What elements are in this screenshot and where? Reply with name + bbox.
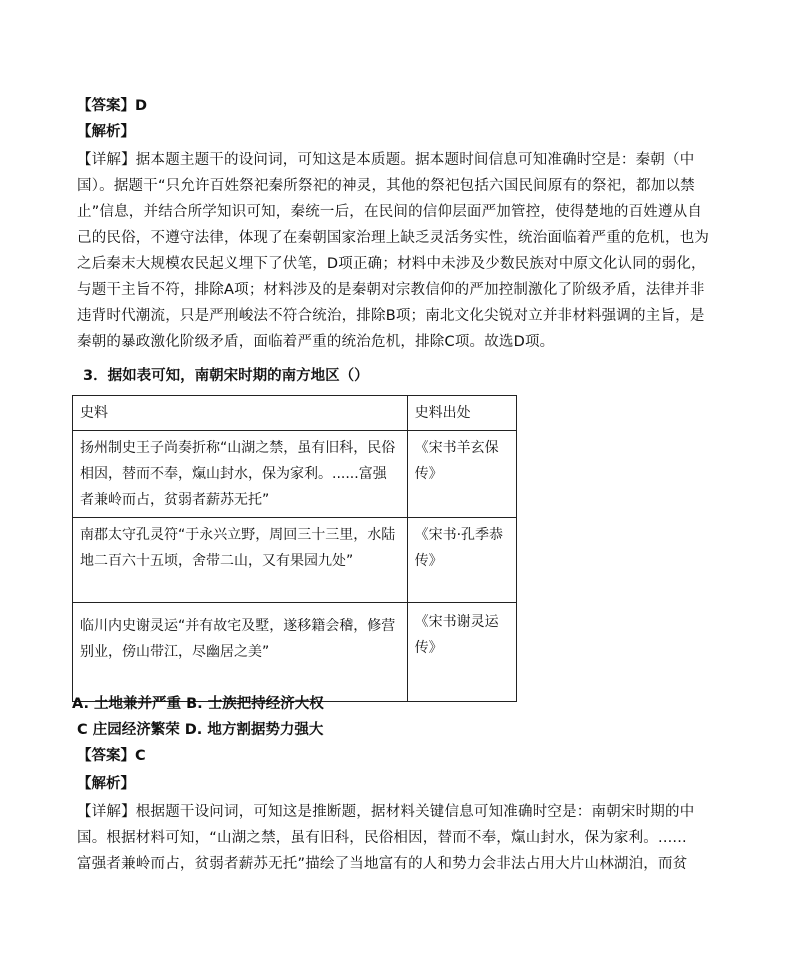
analysis-label-2: 【解析】 [77,776,135,792]
detail-1-line: 【详解】据本题主题干的设问词，可知这是本质题。据本题时间信息可知准确时空是：秦朝（中 [77,152,695,168]
detail-2-line: 【详解】根据题干设问词，可知这是推断题，据材料关键信息可知准确时空是：南朝宋时期的中 [77,804,695,820]
answer-1: 【答案】D [77,98,148,114]
detail-1-line: 止”信息，并结合所学知识可知，秦统一后，在民间的信仰层面严加管控，使得楚地的百姓遵从自 [77,204,703,220]
options-line-2: C 庄园经济繁荣 D. 地方割据势力强大 [77,722,324,738]
table-row [73,518,517,603]
source-text-cell: 南郡太守孔灵符“于永兴立野，周回三十三里，水陆地二百六十五顷，舍带二山，又有果园九处” [73,518,408,603]
detail-2-line: 富强者兼岭而占，贫弱者薪苏无托”描绘了当地富有的人和势力会非法占用大片山林湖泊，而贫 [77,856,688,872]
detail-1-line: 之后秦末大规模农民起义埋下了伏笔，D项正确；材料中未涉及少数民族对中原文化认同的弱化， [77,256,706,272]
header-source-text: 史料 [73,396,408,431]
source-table [72,395,517,702]
detail-1-line: 己的民俗，不遵守法律，体现了在秦朝国家治理上缺乏灵活务实性，统治面临着严重的危机，也为 [77,230,710,246]
answer-2: 【答案】C [77,748,146,764]
options-line-1: A. 土地兼并严重 B. 士族把持经济大权 [72,696,324,712]
table-row [73,431,517,518]
source-origin-cell: 《宋书羊玄保传》 [407,431,516,518]
source-origin-cell: 《宋书谢灵运传》 [407,603,516,702]
detail-1-line: 国）。据题干“只允许百姓祭祀秦所祭祀的神灵，其他的祭祀包括六国民间原有的祭祀，都加以禁 [77,178,695,194]
detail-1-line: 与题干主旨不符，排除A项；材料涉及的是秦朝对宗教信仰的严加控制激化了阶级矛盾，法律并非 [77,282,705,298]
table-row [73,603,517,702]
source-text-cell: 临川内史谢灵运“并有故宅及墅，遂移籍会稽，修营别业，傍山带江，尽幽居之美” [73,603,408,702]
detail-2-line: 国。根据材料可知，“山湖之禁，虽有旧科，民俗相因，替而不奉，熂山封水，保为家利。...... [77,830,687,846]
source-origin-cell: 《宋书·孔季恭传》 [407,518,516,603]
detail-1-line: 违背时代潮流，只是严刑峻法不符合统治，排除B项；南北文化尖锐对立并非材料强调的主旨，是 [77,308,705,324]
source-text-cell: 扬州制史王子尚奏折称“山湖之禁，虽有旧科，民俗相因，替而不奉，熂山封水，保为家利。......富强者兼岭而占，贫弱者薪苏无托” [73,431,408,518]
header-source-origin: 史料出处 [407,396,516,431]
question-3: 3．据如表可知，南朝宋时期的南方地区（） [83,368,369,384]
table-header-row [73,396,517,431]
detail-1-line: 秦朝的暴政激化阶级矛盾，面临着严重的统治危机，排除C项。故选D项。 [77,334,555,350]
analysis-label-1: 【解析】 [77,124,135,140]
